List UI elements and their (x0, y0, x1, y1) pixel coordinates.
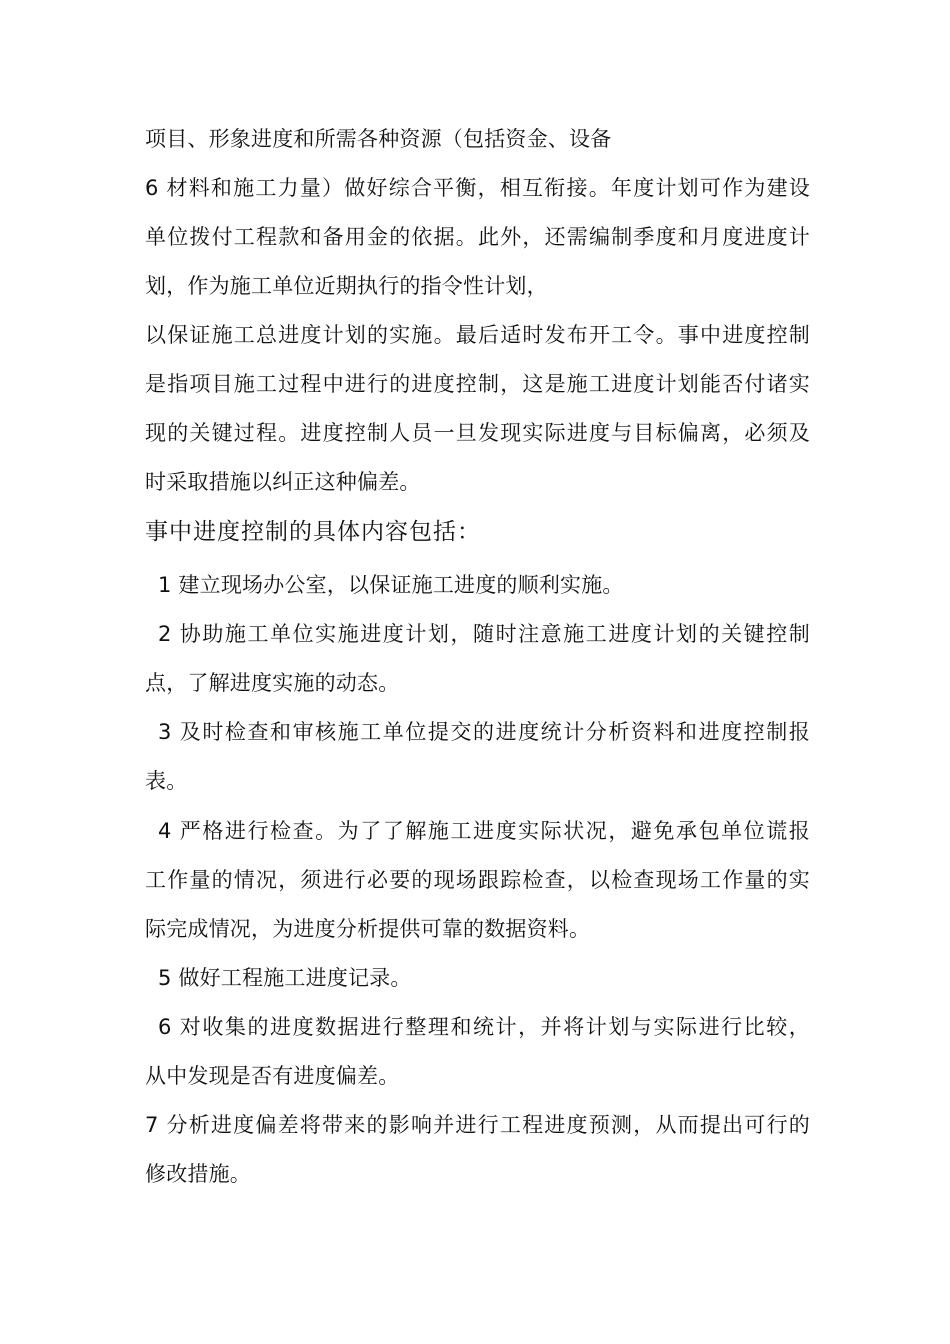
list-item: 4 严格进行检查。为了了解施工进度实际状况，避免承包单位谎报 (158, 819, 810, 843)
list-item: 5 做好工程施工进度记录。 (158, 966, 412, 990)
paragraph-line: 项目、形象进度和所需各种资源（包括资金、设备 (145, 127, 612, 151)
paragraph-line: 单位拨付工程款和备用金的依据。此外，还需编制季度和月度进度计 (145, 225, 810, 249)
paragraph-line: 6 材料和施工力量）做好综合平衡，相互衔接。年度计划可作为建设 (145, 176, 810, 200)
list-item-continuation: 际完成情况，为进度分析提供可靠的数据资料。 (145, 917, 591, 941)
list-item-continuation: 从中发现是否有进度偏差。 (145, 1064, 400, 1088)
paragraph-line: 时采取措施以纠正这种偏差。 (145, 470, 421, 494)
list-item: 7 分析进度偏差将带来的影响并进行工程进度预测，从而提出可行的 (145, 1113, 810, 1137)
list-item-continuation: 表。 (145, 769, 188, 793)
paragraph-line: 是指项目施工过程中进行的进度控制，这是施工进度计划能否付诸实 (145, 372, 810, 396)
list-item: 1 建立现场办公室，以保证施工进度的顺利实施。 (158, 573, 624, 597)
section-heading: 事中进度控制的具体内容包括： (145, 519, 481, 545)
list-item-continuation: 工作量的情况，须进行必要的现场跟踪检查，以检查现场工作量的实 (145, 868, 810, 892)
list-item-continuation: 修改措施。 (145, 1162, 251, 1186)
list-item: 3 及时检查和审核施工单位提交的进度统计分析资料和进度控制报 (158, 720, 810, 744)
paragraph-line: 划，作为施工单位近期执行的指令性计划， (145, 274, 548, 298)
paragraph-line: 现的关键过程。进度控制人员一旦发现实际进度与目标偏离，必须及 (145, 421, 810, 445)
list-item: 2 协助施工单位实施进度计划，随时注意施工进度计划的关键控制 (158, 622, 810, 646)
list-item-continuation: 点，了解进度实施的动态。 (145, 671, 400, 695)
list-item: 6 对收集的进度数据进行整理和统计，并将计划与实际进行比较， (158, 1015, 810, 1039)
paragraph-line: 以保证施工总进度计划的实施。最后适时发布开工令。事中进度控制 (145, 323, 810, 347)
